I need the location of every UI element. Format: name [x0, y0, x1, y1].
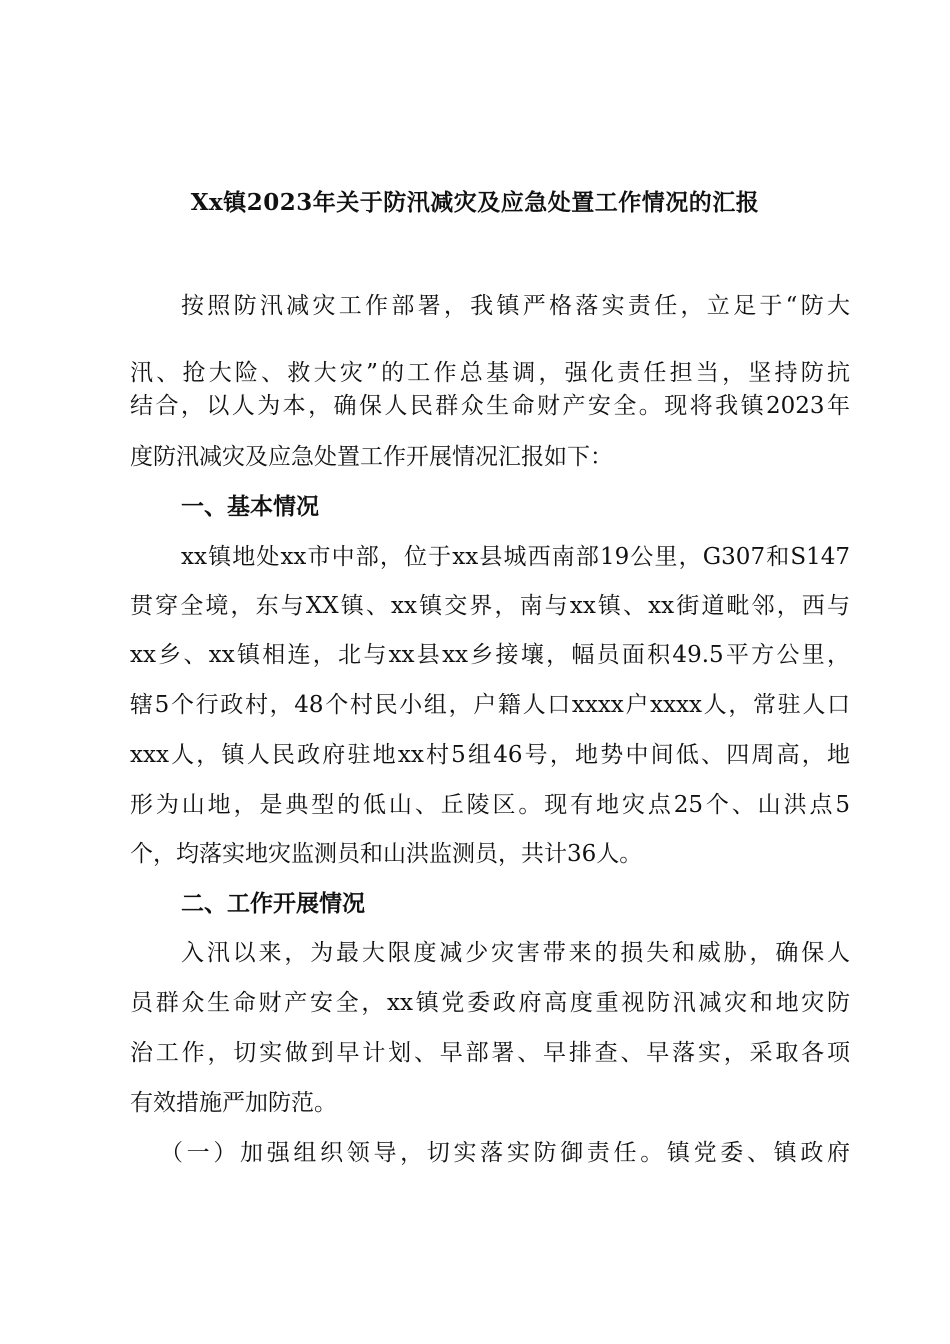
- section-1-line-4: 辖5个行政村，48个村民小组，户籍人口xxxx户xxxx人，常驻人口: [130, 692, 850, 718]
- intro-line-1: 按照防汛减灾工作部署，我镇严格落实责任，立足于“防大: [181, 293, 850, 319]
- section-2-line-1: 入汛以来，为最大限度减少灾害带来的损失和威胁，确保人: [181, 940, 850, 966]
- section-1-line-6: 形为山地，是典型的低山、丘陵区。现有地灾点25个、山洪点5: [130, 792, 850, 818]
- section-2-heading: 二、工作开展情况: [181, 890, 365, 917]
- intro-line-2: 汛、抢大险、救大灾”的工作总基调，强化责任担当，坚持防抗: [130, 360, 850, 386]
- section-2-line-2: 员群众生命财产安全，xx镇党委政府高度重视防汛减灾和地灾防: [130, 990, 850, 1016]
- section-1-line-5: xxx人，镇人民政府驻地xx村5组46号，地势中间低、四周高，地: [130, 742, 850, 768]
- subsection-1-line: （一）加强组织领导，切实落实防御责任。镇党委、镇政府: [160, 1140, 850, 1166]
- section-1-line-7: 个，均落实地灾监测员和山洪监测员，共计36人。: [130, 841, 643, 867]
- section-1-line-2: 贯穿全境，东与XX镇、xx镇交界，南与xx镇、xx街道毗邻，西与: [130, 593, 850, 619]
- section-2-line-4: 有效措施严加防范。: [130, 1090, 337, 1116]
- document-title: Xx镇2023年关于防汛减灾及应急处置工作情况的汇报: [190, 189, 760, 216]
- intro-line-4: 度防汛减灾及应急处置工作开展情况汇报如下：: [130, 444, 613, 470]
- section-1-heading: 一、基本情况: [181, 493, 319, 520]
- section-1-line-1: xx镇地处xx市中部，位于xx县城西南部19公里，G307和S147: [181, 544, 850, 570]
- section-1-line-3: xx乡、xx镇相连，北与xx县xx乡接壤，幅员面积49.5平方公里，: [130, 642, 850, 668]
- intro-line-3: 结合，以人为本，确保人民群众生命财产安全。现将我镇2023年: [130, 393, 850, 419]
- section-2-line-3: 治工作，切实做到早计划、早部署、早排查、早落实，采取各项: [130, 1040, 850, 1066]
